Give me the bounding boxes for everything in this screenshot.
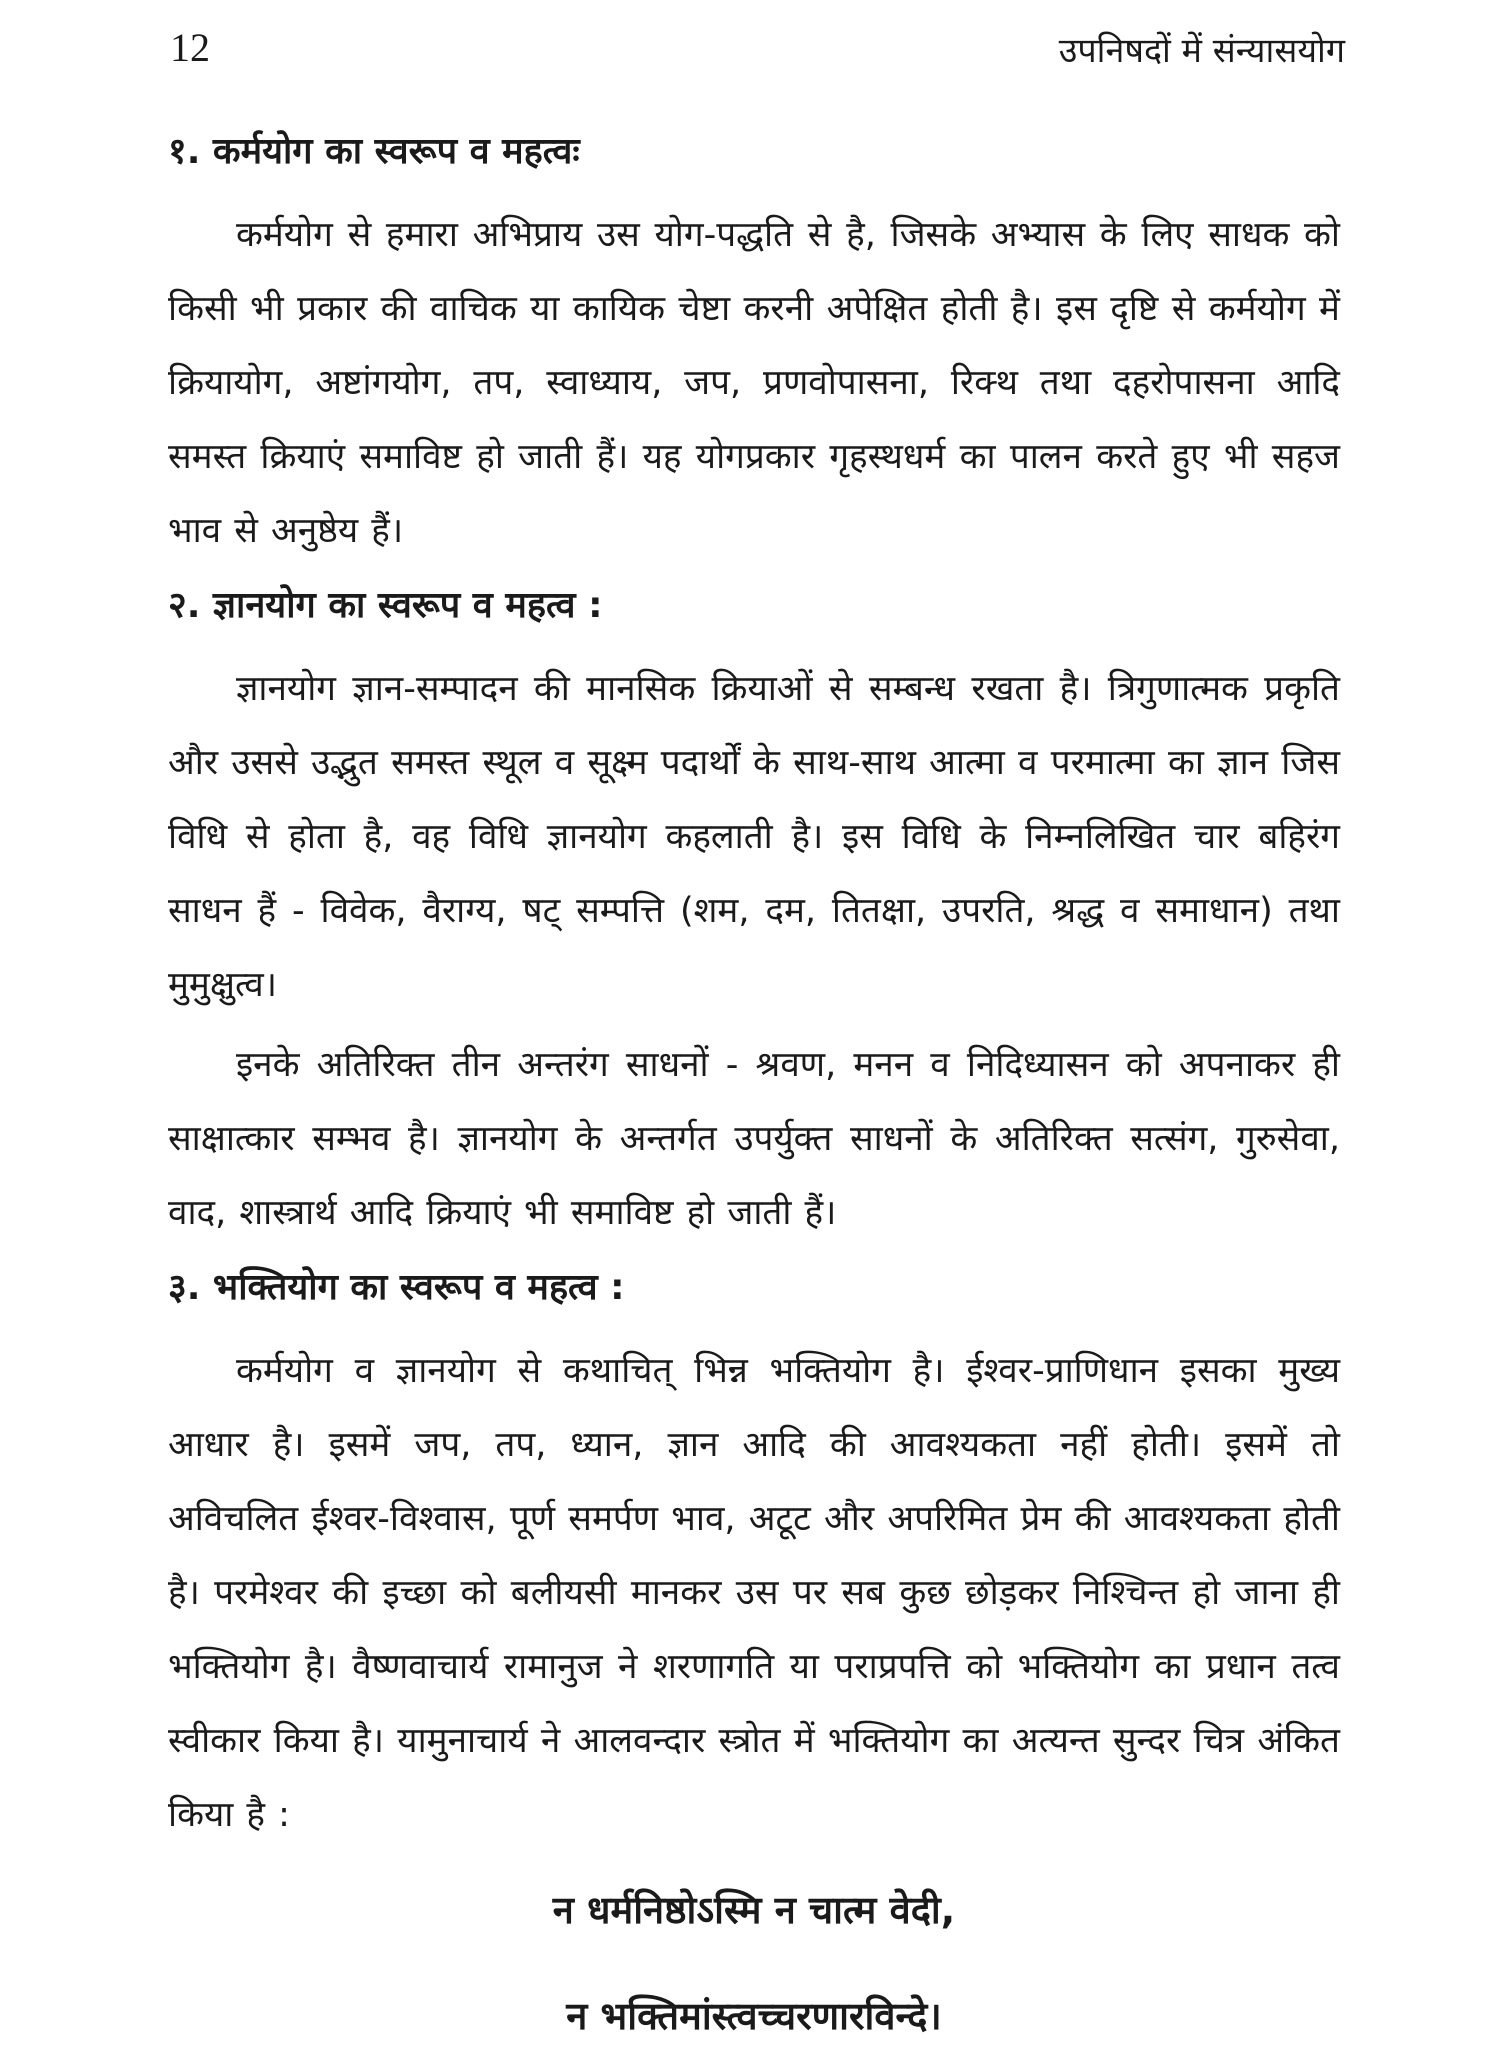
- paragraph: इनके अतिरिक्त तीन अन्तरंग साधनों - श्रवण, मनन व निदिध्यासन को अपनाकर ही साक्षात्कार सम्भव है। ज्ञानयोग के अन्तर्गत उपर्युक्त साधनों के अतिरिक्त सत्संग, गुरुसेवा, वाद, शास्त्रार्थ आदि क्रियाएं भी समाविष्ट हो जाती हैं।: [168, 1045, 1340, 1233]
- verse-block: [168, 1862, 1340, 2064]
- paragraph: कर्मयोग से हमारा अभिप्राय उस योग-पद्धति से है, जिसके अभ्यास के लिए साधक को किसी भी प्रकार की वाचिक या कायिक चेष्टा करनी अपेक्षित होती है। इस दृष्टि से कर्मयोग में क्रियायोग, अष्टांगयोग, तप, स्वाध्याय, जप, प्रणवोपासना, रिक्थ तथा दहरोपासना आदि समस्त क्रियाएं समाविष्ट हो जाती हैं। यह योगप्रकार गृहस्थधर्म का पालन करते हुए भी सहज भाव से अनुष्ठेय हैं।: [168, 215, 1340, 551]
- running-title: उपनिषदों में संन्यासयोग: [1058, 31, 1345, 71]
- paragraph: कर्मयोग व ज्ञानयोग से कथाचित् भिन्न भक्तियोग है। ईश्वर-प्राणिधान इसका मुख्य आधार है। इसमें जप, तप, ध्यान, ज्ञान आदि की आवश्यकता नहीं होती। इसमें तो अविचलित ईश्वर-विश्वास, पूर्ण समर्पण भाव, अटूट और अपरिमित प्रेम की आवश्यकता होती है। परमेश्वर की इच्छा को बलीयसी मानकर उस पर सब कुछ छोड़कर निश्चिन्त हो जाना ही भक्तियोग है। वैष्णवाचार्य रामानुज ने शरणागति या पराप्रपत्ति को भक्तियोग का प्रधान तत्व स्वीकार किया है। यामुनाचार्य ने आलवन्दार स्त्रोत में भक्तियोग का अत्यन्त सुन्दर चित्र अंकित किया है :: [168, 1351, 1340, 1835]
- verse-line: न धर्मनिष्ठोऽस्मि न चात्म वेदी,: [552, 1888, 956, 1932]
- page-number: 12: [170, 25, 210, 70]
- section-heading-gyanayoga: २. ज्ञानयोग का स्वरूप व महत्व :: [168, 585, 603, 626]
- section-heading-bhaktiyoga: ३. भक्तियोग का स्वरूप व महत्व :: [168, 1267, 625, 1308]
- page-body: [168, 120, 1340, 2064]
- verse-line: न भक्तिमांस्त्वच्चरणारविन्दे।: [566, 1994, 942, 2038]
- page-header: [170, 20, 1345, 80]
- section-heading-karmayoga: १. कर्मयोग का स्वरूप व महत्वः: [168, 131, 580, 172]
- paragraph: ज्ञानयोग ज्ञान-सम्पादन की मानसिक क्रियाओं से सम्बन्ध रखता है। त्रिगुणात्मक प्रकृति और उससे उद्भुत समस्त स्थूल व सूक्ष्म पदार्थों के साथ-साथ आत्मा व परमात्मा का ज्ञान जिस विधि से होता है, वह विधि ज्ञानयोग कहलाती है। इस विधि के निम्नलिखित चार बहिरंग साधन हैं - विवेक, वैराग्य, षट् सम्पत्ति (शम, दम, तितक्षा, उपरति, श्रद्ध व समाधान) तथा मुमुक्षुत्व।: [168, 669, 1340, 1005]
